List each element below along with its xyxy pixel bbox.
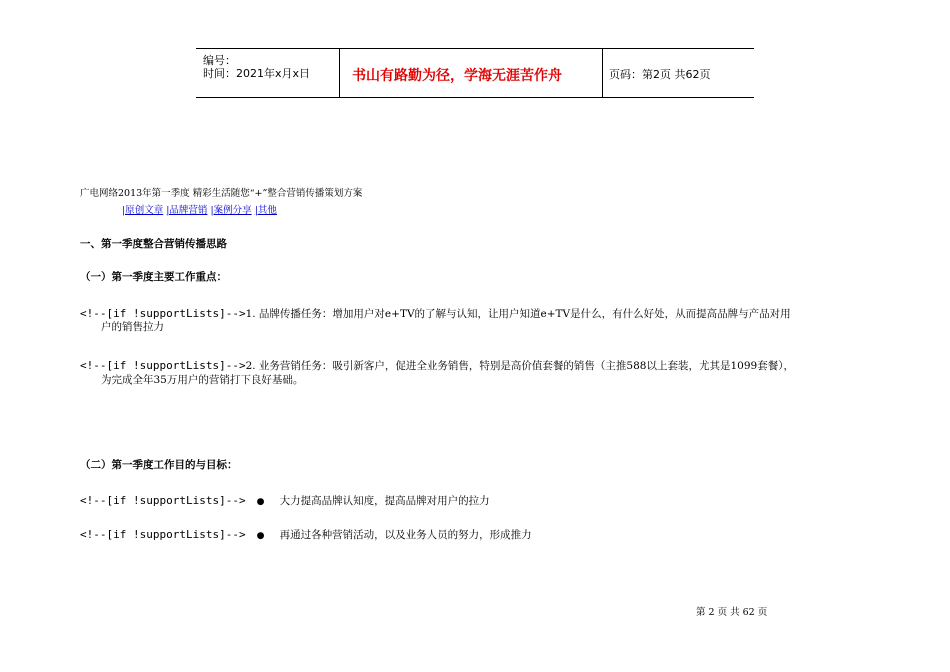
list-item-1 (80, 302, 791, 321)
document-time-label: 时间：2021年x月x日 (203, 67, 311, 80)
link-other[interactable]: |其他 (254, 205, 277, 216)
list-item-2 (80, 354, 794, 373)
link-brand-marketing[interactable]: |品牌营销 (166, 205, 208, 216)
section-heading-1: 一、第一季度整合营销传播思路 (80, 238, 227, 250)
header-page-label: 页码：第2页 共62页 (609, 68, 711, 81)
bullet-item-2-prefix: <!--[if !supportLists]--> (80, 528, 246, 541)
bullet-item-1 (80, 489, 490, 508)
bullet-dot-icon: ● (256, 497, 265, 507)
bullet-item-1-prefix: <!--[if !supportLists]--> (80, 494, 246, 507)
footer-page-number: 第 2 页 共 62 页 (696, 607, 768, 618)
header-motto-cell (339, 49, 603, 97)
list-item-1-continuation: 户的销售拉力 (101, 321, 164, 333)
category-links (122, 202, 277, 216)
subsection-heading-1: （一）第一季度主要工作重点： (80, 271, 227, 283)
subsection-heading-2: （二）第一季度工作目的与目标： (80, 459, 238, 471)
link-case-sharing[interactable]: |案例分享 (210, 205, 252, 216)
link-original-articles[interactable]: |原创文章 (122, 205, 164, 216)
list-item-2-continuation: 为完成全年35万用户的营销打下良好基础。 (101, 374, 304, 386)
list-item-1-prefix: <!--[if !supportLists]--> (80, 307, 246, 320)
bullet-item-2 (80, 523, 532, 542)
list-item-2-text: 2. 业务营销任务：吸引新客户，促进全业务销售，特别是高价值套餐的销售（主推588以上套装，尤其是1099套餐）， (245, 360, 794, 372)
header-table (196, 48, 754, 98)
article-source-line: 广电网络2013年第一季度 精彩生活随您“+”整合营销传播策划方案 (80, 188, 363, 199)
header-page-cell (602, 49, 754, 97)
motto-text: 书山有路勤为径，学海无涯苦作舟 (352, 68, 562, 84)
bullet-item-1-text: 大力提高品牌认知度，提高品牌对用户的拉力 (279, 495, 490, 507)
document-number-label: 编号： (203, 54, 236, 67)
bullet-item-2-text: 再通过各种营销活动，以及业务人员的努力，形成推力 (279, 529, 532, 541)
bullet-dot-icon: ● (256, 531, 265, 541)
list-item-2-prefix: <!--[if !supportLists]--> (80, 359, 246, 372)
header-info-cell (196, 49, 339, 97)
list-item-1-text: 1. 品牌传播任务：增加用户对e+TV的了解与认知，让用户知道e+TV是什么，有什么好处，从而提高品牌与产品对用 (245, 308, 791, 320)
